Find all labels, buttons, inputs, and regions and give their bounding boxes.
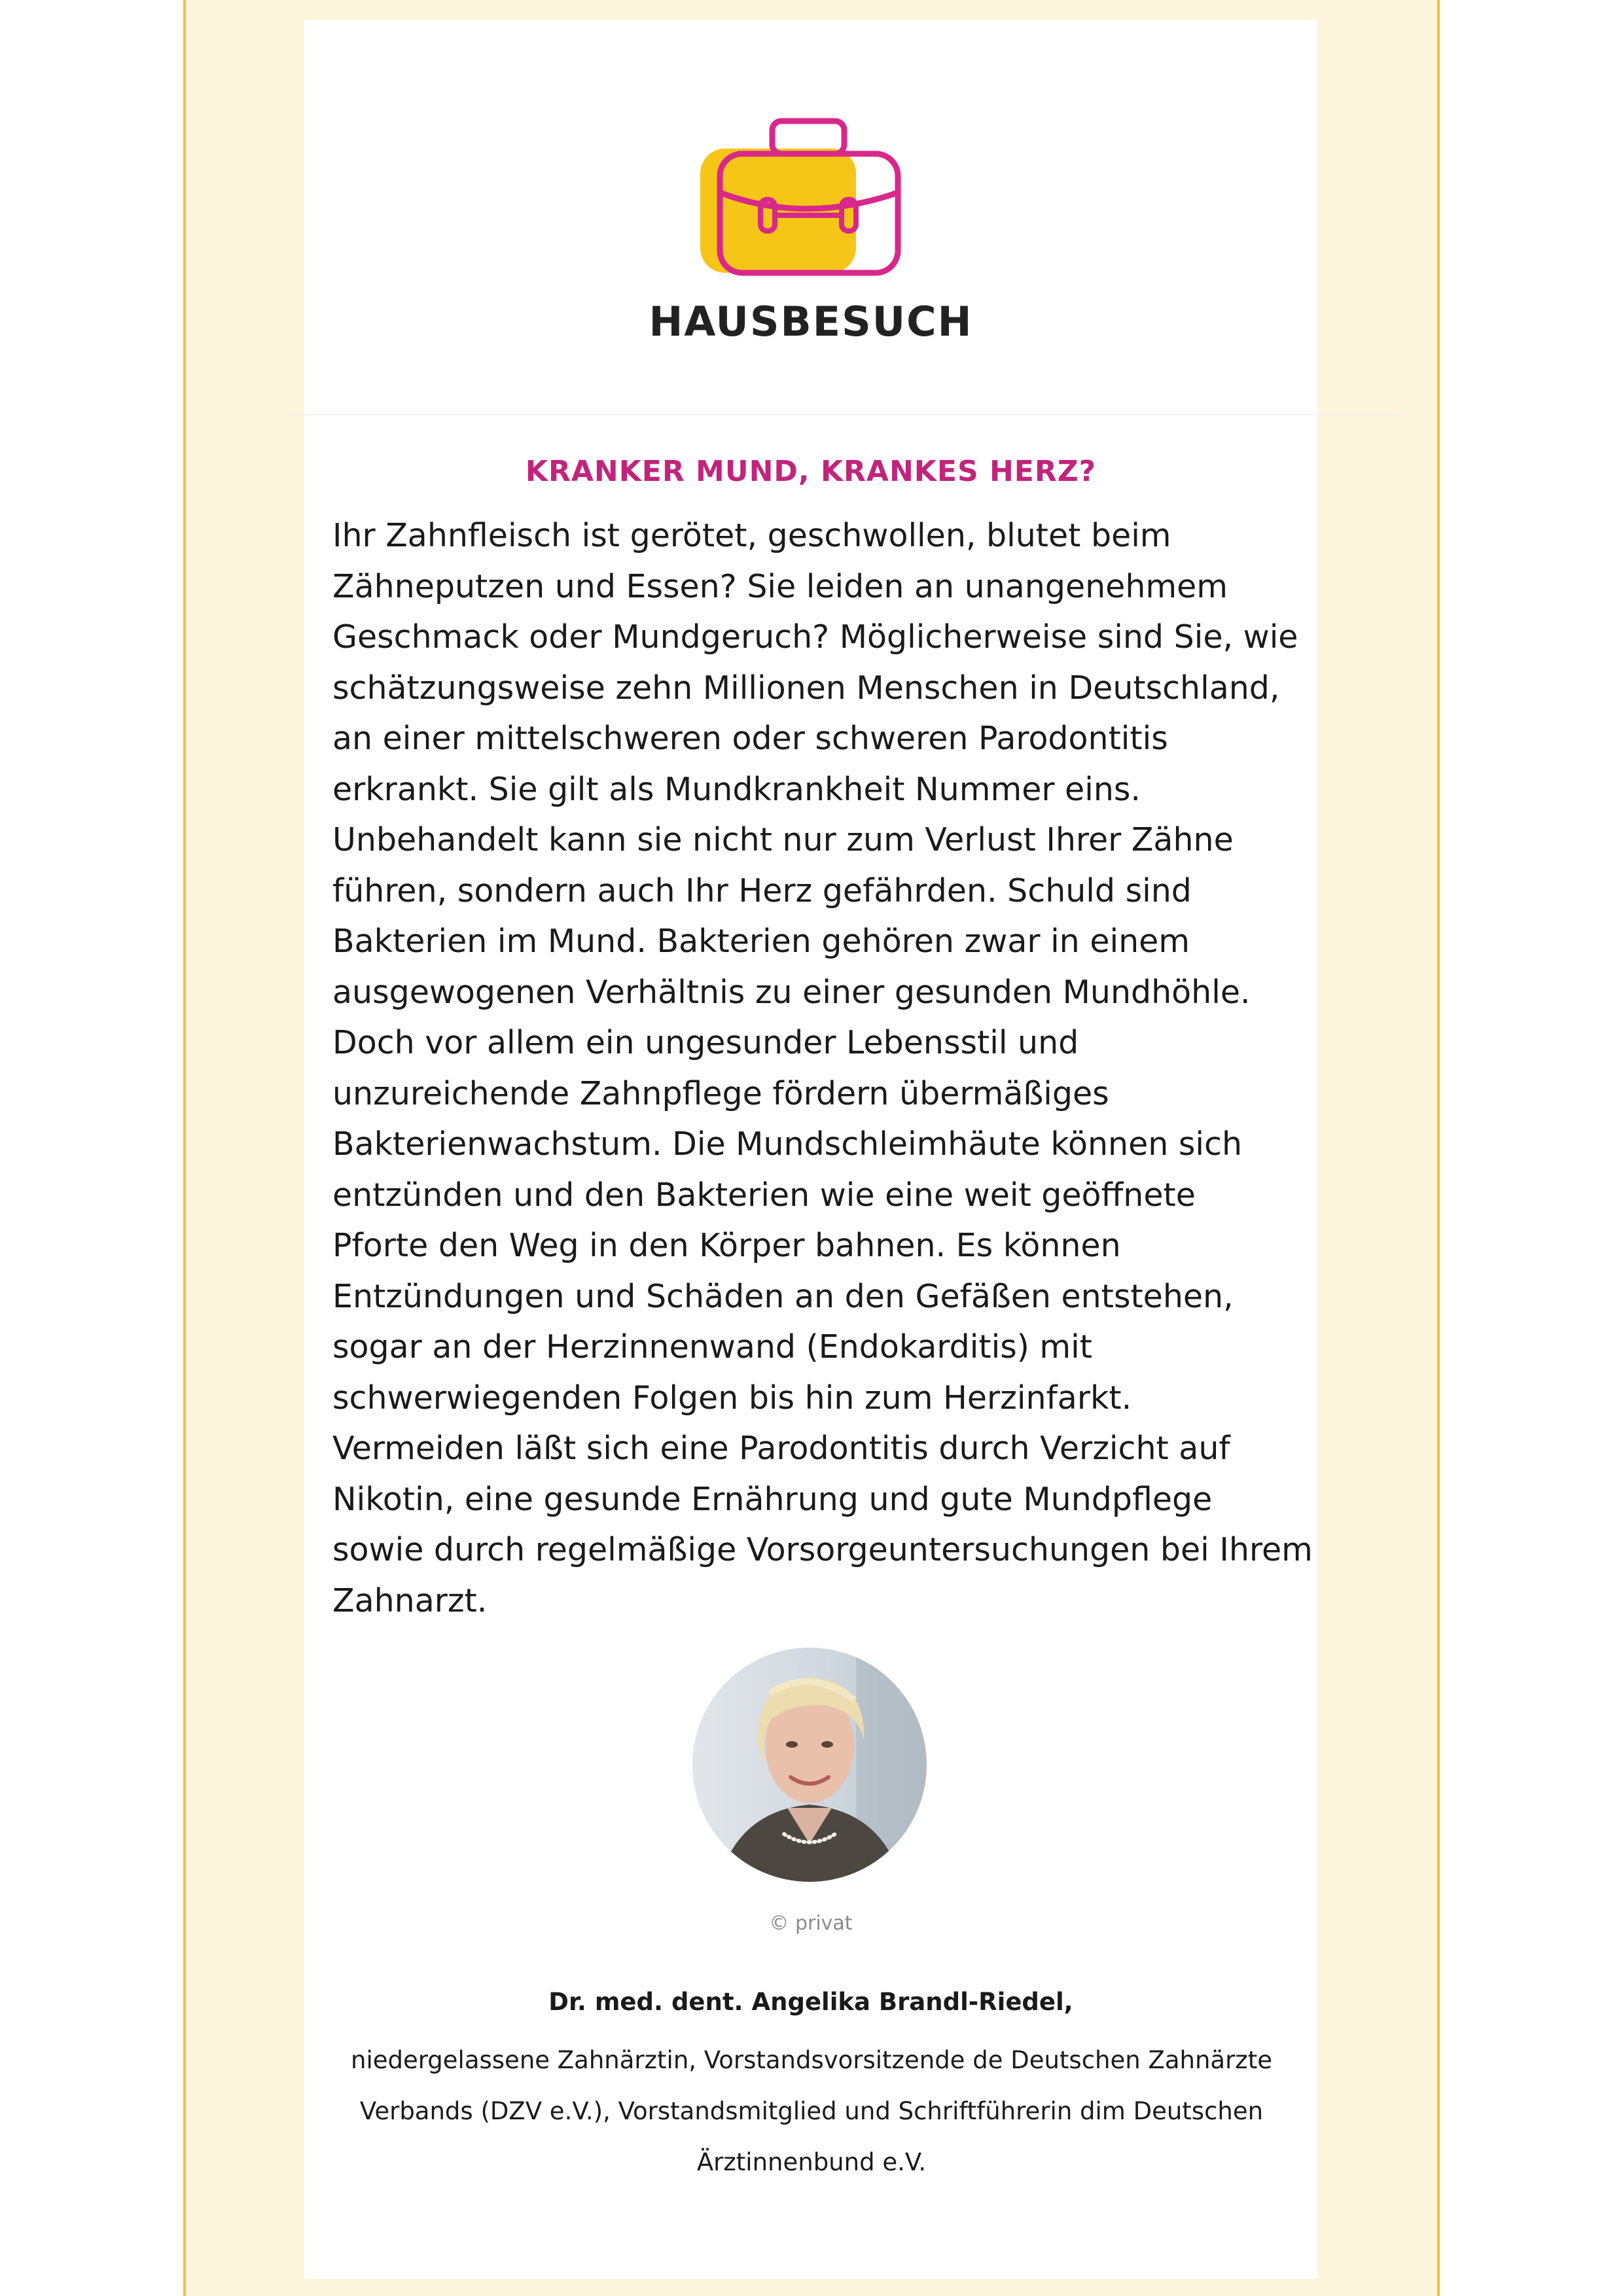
body-line: an einer mittelschweren oder schweren Parodontitis xyxy=(332,720,1168,757)
body-line: entzünden und den Bakterien wie eine weit geöffnete xyxy=(332,1176,1196,1214)
body-line: Ihr Zahnfleisch ist gerötet, geschwollen, blutet beim xyxy=(332,517,1171,554)
divider xyxy=(288,414,1400,415)
body-line: unzureichende Zahnpflege fördern übermäßiges xyxy=(332,1074,1109,1112)
briefcase-icon xyxy=(700,115,904,277)
body-line: ausgewogenen Verhältnis zu einer gesunden Mundhöhle. xyxy=(332,973,1251,1011)
body-line: sogar an der Herzinnenwand (Endokarditis) mit xyxy=(332,1328,1092,1366)
body-line: führen, sondern auch Ihr Herz gefährden. Schuld sind xyxy=(332,872,1192,910)
body-line: Unbehandelt kann sie nicht nur zum Verlust Ihrer Zähne xyxy=(332,821,1234,858)
author-name: Dr. med. dent. Angelika Brandl-Riedel, xyxy=(548,1988,1073,2016)
section-title: HAUSBESUCH xyxy=(649,298,973,345)
author-description-line: Verbands (DZV e.V.), Vorstandsmitglied und Schriftführerin dim Deutschen xyxy=(359,2097,1264,2125)
body-line: sowie durch regelmäßige Vorsorgeuntersuchungen bei Ihrem xyxy=(332,1531,1313,1568)
body-line: Nikotin, eine gesunde Ernährung und gute Mundpflege xyxy=(332,1480,1213,1518)
body-line: erkrankt. Sie gilt als Mundkrankheit Nummer eins. xyxy=(332,770,1141,808)
body-line: schätzungsweise zehn Millionen Menschen in Deutschland, xyxy=(332,669,1280,707)
author-description xyxy=(340,2035,1283,2188)
author-description-line: niedergelassene Zahnärztin, Vorstandsvorsitzende de Deutschen Zahnärzte xyxy=(351,2046,1272,2074)
author-description-line: Ärztinnenbund e.V. xyxy=(696,2148,927,2176)
body-line: Bakterien im Mund. Bakterien gehören zwar in einem xyxy=(332,923,1190,960)
body-line: Vermeiden läßt sich eine Parodontitis durch Verzicht auf xyxy=(332,1430,1230,1467)
body-line: Bakterienwachstum. Die Mundschleimhäute können sich xyxy=(332,1125,1243,1163)
photo-credit: © privat xyxy=(769,1912,853,1935)
article-headline: KRANKER MUND, KRANKES HERZ? xyxy=(525,455,1097,488)
body-line: schwerwiegenden Folgen bis hin zum Herzinfarkt. xyxy=(332,1379,1132,1417)
article-body xyxy=(332,510,1313,1626)
body-line: Zähneputzen und Essen? Sie leiden an unangenehmem xyxy=(332,567,1228,605)
body-line: Entzündungen und Schäden an den Gefäßen entstehen, xyxy=(332,1277,1234,1315)
body-line: Geschmack oder Mundgeruch? Möglicherweise sind Sie, wie xyxy=(332,618,1298,656)
body-line: Zahnarzt. xyxy=(332,1581,488,1619)
body-line: Doch vor allem ein ungesunder Lebensstil und xyxy=(332,1024,1079,1061)
author-portrait xyxy=(692,1648,927,1882)
body-line: Pforte den Weg in den Körper bahnen. Es können xyxy=(332,1227,1121,1264)
